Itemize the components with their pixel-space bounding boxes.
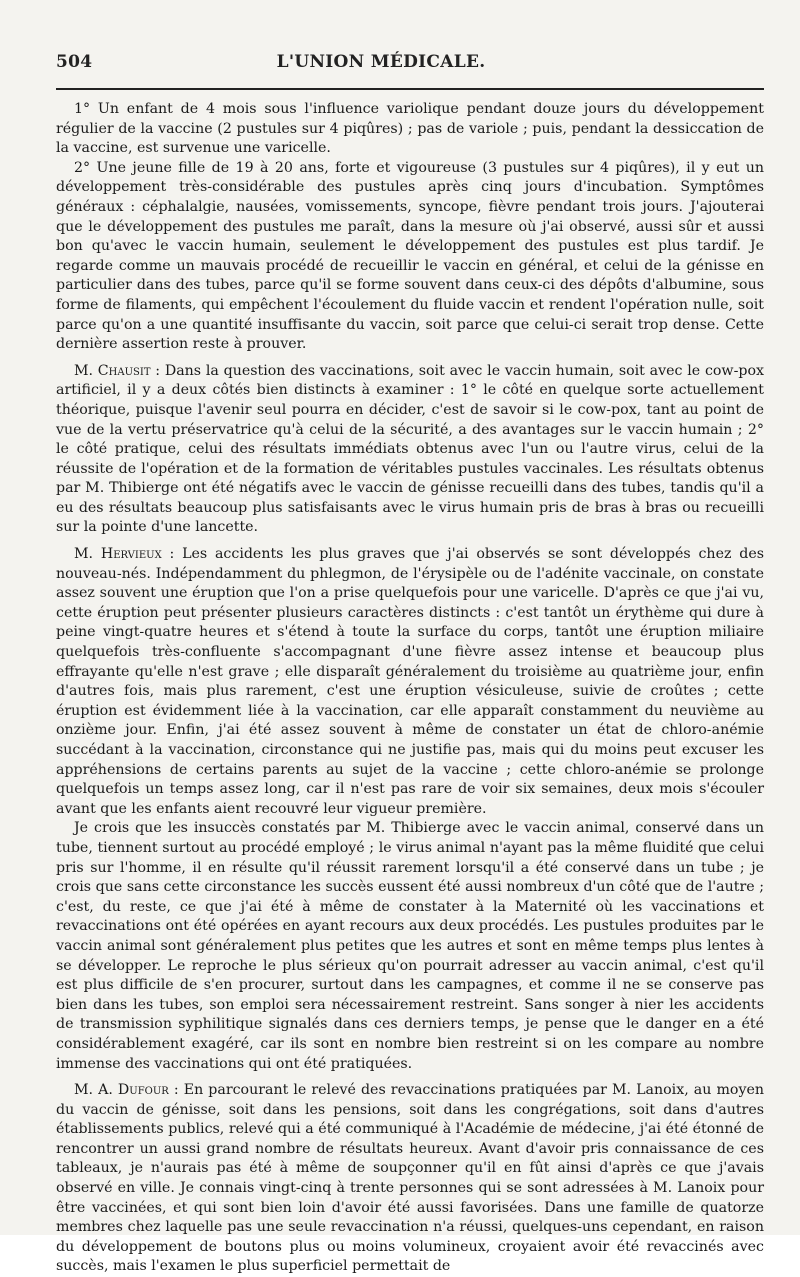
paragraph-case-2 bbox=[56, 159, 764, 355]
paragraph-text: : En parcourant le relevé des revaccinations pratiquées par M. Lanoix, au moyen du vaccin de génisse, soit dans les pensions, soit dans les congrégations, soit dans d'autres établissements publics, relevé qui a été communiqué à l'Académie de médecine, j'ai été étonné de rencontrer un aussi grand nombre de résultats heureux. Avant d'avoir pris connaissance de ces tableaux, je n'aurais pas été à même de soupçonner qu'il en fût ainsi d'après ce que j'avais observé en ville. Je connais vingt-cinq à trente personnes qui se sont adressées à M. Lanoix pour être vaccinées, et qui sont bien loin d'avoir été aussi favorisées. Dans une famille de quatorze membres chez laquelle pas une seule revaccination n'a réussi, quelques-uns cependant, en raison du développement de boutons plus ou moins volumineux, croyaient avoir été revaccinés avec succès, mais l'examen le plus superficiel permettait de bbox=[56, 1082, 764, 1275]
running-title: L'UNION MÉDICALE. bbox=[276, 52, 486, 72]
paragraph-text: : Les accidents les plus graves que j'ai observés se sont développés chez des nouveau-nés. Indépendamment du phlegmon, de l'érysipèle ou de l'adénite vaccinale, on constate assez souvent une éruption que l'on a prise quelquefois pour une varicelle. D'après ce que j'ai vu, cette éruption peut présenter plusieurs caractères distincts : c'est tantôt un érythème qui dure à peine vingt-quatre heures et s'étend à toute la surface du corps, tantôt une éruption miliaire quelquefois très-confluente s'accompagnant d'une fièvre assez intense et beaucoup plus effrayante qu'elle n'est grave ; elle disparaît généralement du troisième au quatrième jour, enfin d'autres fois, mais plus rarement, c'est une éruption vésiculeuse, suivie de croûtes ; cette éruption est évidemment liée à la vaccination, car elle apparaît constamment du neuvième au onzième jour. Enfin, j'ai été assez souvent à même de constater un état de chloro-anémie succédant à la vaccination, circonstance qui ne justifie pas, mais qui du moins peut excuser les appréhensions de certains parents au sujet de la vaccine ; cette chloro-anémie se prolonge quelquefois un temps assez long, car il n'est pas rare de voir six semaines, deux mois s'écouler avant que les enfants aient recouvré leur vigueur première. bbox=[56, 546, 764, 817]
page-header bbox=[56, 52, 764, 72]
paragraph-case-1 bbox=[56, 100, 764, 159]
paragraph-hervieux-continued bbox=[56, 819, 764, 1074]
paragraph-text: 1° Un enfant de 4 mois sous l'influence variolique pendant douze jours du développement régulier de la vaccine (2 pustules sur 4 piqûres) ; pas de variole ; puis, pendant la dessiccation de la vaccine, est survenue une varicelle. bbox=[56, 101, 764, 157]
paragraph-dufour bbox=[56, 1081, 764, 1277]
paragraph-text: 2° Une jeune fille de 19 à 20 ans, forte et vigoureuse (3 pustules sur 4 piqûres), il y eut un développement très-considérable des pustules après cinq jours d'incubation. Symptômes généraux : céphalalgie, nausées, vomissements, syncope, fièvre pendant trois jours. J'ajouterai que le développement des pustules me paraît, dans la mesure où j'ai observé, aussi sûr et aussi bon qu'avec le vaccin humain, seulement le développement des pustules est plus tardif. Je regarde comme un mauvais procédé de recueillir le vaccin en général, et celui de la génisse en particulier dans des tubes, parce qu'il se forme souvent dans ceux-ci des dépôts d'albumine, sous forme de filaments, qui empêchent l'écoulement du fluide vaccin et rendent l'opération nulle, soit parce qu'on a une quantité insuffisante du vaccin, soit parce que celui-ci serait trop dense. Cette dernière assertion reste à prouver. bbox=[56, 159, 764, 353]
speaker-name: M. Chausit bbox=[74, 362, 151, 379]
header-rule bbox=[56, 88, 764, 90]
paragraph-hervieux bbox=[56, 545, 764, 819]
paragraph-chausit bbox=[56, 362, 764, 538]
paragraph-text: : Dans la question des vaccinations, soit avec le vaccin humain, soit avec le cow-pox artificiel, il y a deux côtés bien distincts à examiner : 1° le côté en quelque sorte actuellement théorique, puisque l'avenir seul pourra en décider, c'est de savoir si le cow-pox, tant au point de vue de la vertu préservatrice qu'à celui de la sécurité, a des avantages sur le vaccin humain ; 2° le côté pratique, celui des résultats immédiats obtenus avec l'un ou l'autre virus, celui de la réussite de l'opération et de la formation de véritables pustules vaccinales. Les résultats obtenus par M. Thibierge ont été négatifs avec le vaccin de génisse recueilli dans des tubes, tandis qu'il a eu des résultats beaucoup plus satisfaisants avec le virus humain pris de bras à bras ou recueilli sur la pointe d'une lancette. bbox=[56, 362, 764, 536]
paragraph-text: Je crois que les insuccès constatés par M. Thibierge avec le vaccin animal, conservé dans un tube, tiennent surtout au procédé employé ; le virus animal n'ayant pas la même fluidité que celui pris sur l'homme, il en résulte qu'il réussit rarement lorsqu'il a été conservé dans un tube ; je crois que sans cette circonstance les succès eussent été aussi nombreux d'un côté que de l'autre ; c'est, du reste, ce que j'ai été à même de constater à la Maternité où les vaccinations et revaccinations ont été opérées en ayant recours aux deux procédés. Les pustules produites par le vaccin animal sont généralement plus petites que les autres et sont en même temps plus lentes à se développer. Le reproche le plus sérieux qu'on pourrait adresser au vaccin animal, c'est qu'il est plus difficile de s'en procurer, surtout dans les campagnes, et comme il ne se conserve pas bien dans les tubes, son emploi sera nécessairement restreint. Sans songer à nier les accidents de transmission syphilitique signalés dans ces derniers temps, je pense que le danger en a été considérablement exagéré, car ils sont en nombre bien restreint si on les compare au nombre immense des vaccinations qui ont été pratiquées. bbox=[56, 820, 764, 1072]
speaker-name: M. Hervieux bbox=[74, 546, 162, 563]
speaker-name: M. A. Dufour bbox=[74, 1082, 169, 1099]
page-number: 504 bbox=[56, 52, 93, 72]
